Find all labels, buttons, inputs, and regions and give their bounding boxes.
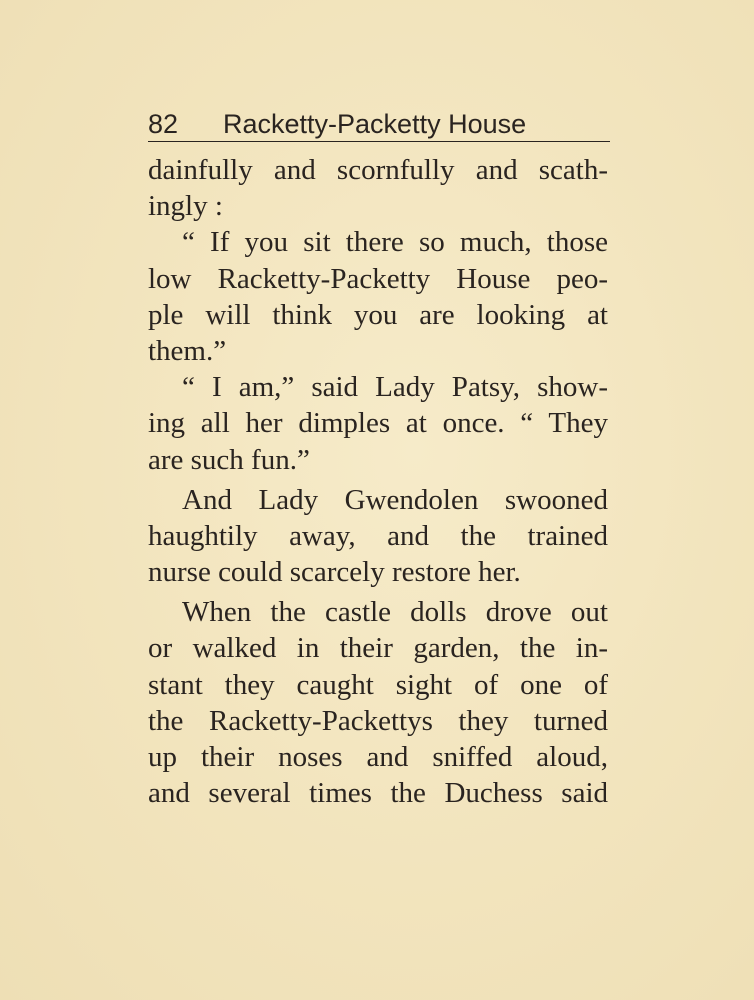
text-line: low Racketty-Packetty House peo- xyxy=(148,262,608,295)
text-line: or walked in their garden, the in- xyxy=(148,632,608,665)
text-line: nurse could scarcely restore her. xyxy=(148,556,521,589)
text-line: the Racketty-Packettys they turned xyxy=(148,704,608,737)
text-line: “ If you sit there so much, those xyxy=(182,226,608,259)
text-line: ing all her dimples at once. “ They xyxy=(148,407,608,440)
text-line: “ I am,” said Lady Patsy, show- xyxy=(182,371,608,404)
text-line: ingly : xyxy=(148,190,223,223)
text-line: ple will think you are looking at xyxy=(148,298,608,331)
text-line: And Lady Gwendolen swooned xyxy=(182,483,608,516)
text-line: When the castle dolls drove out xyxy=(182,596,608,629)
running-title: Racketty-Packetty House xyxy=(223,109,527,139)
text-line: stant they caught sight of one of xyxy=(148,668,608,701)
body-text xyxy=(148,152,608,811)
text-line: haughtily away, and the trained xyxy=(148,519,608,552)
running-head xyxy=(148,107,610,142)
text-line: them.” xyxy=(148,334,227,367)
text-line: up their noses and sniffed aloud, xyxy=(148,741,608,773)
text-line: dainfully and scornfully and scath- xyxy=(148,154,608,186)
text-line: and several times the Duchess said xyxy=(148,777,608,810)
text-line: are such fun.” xyxy=(148,443,310,476)
page-number: 82 xyxy=(148,109,179,139)
